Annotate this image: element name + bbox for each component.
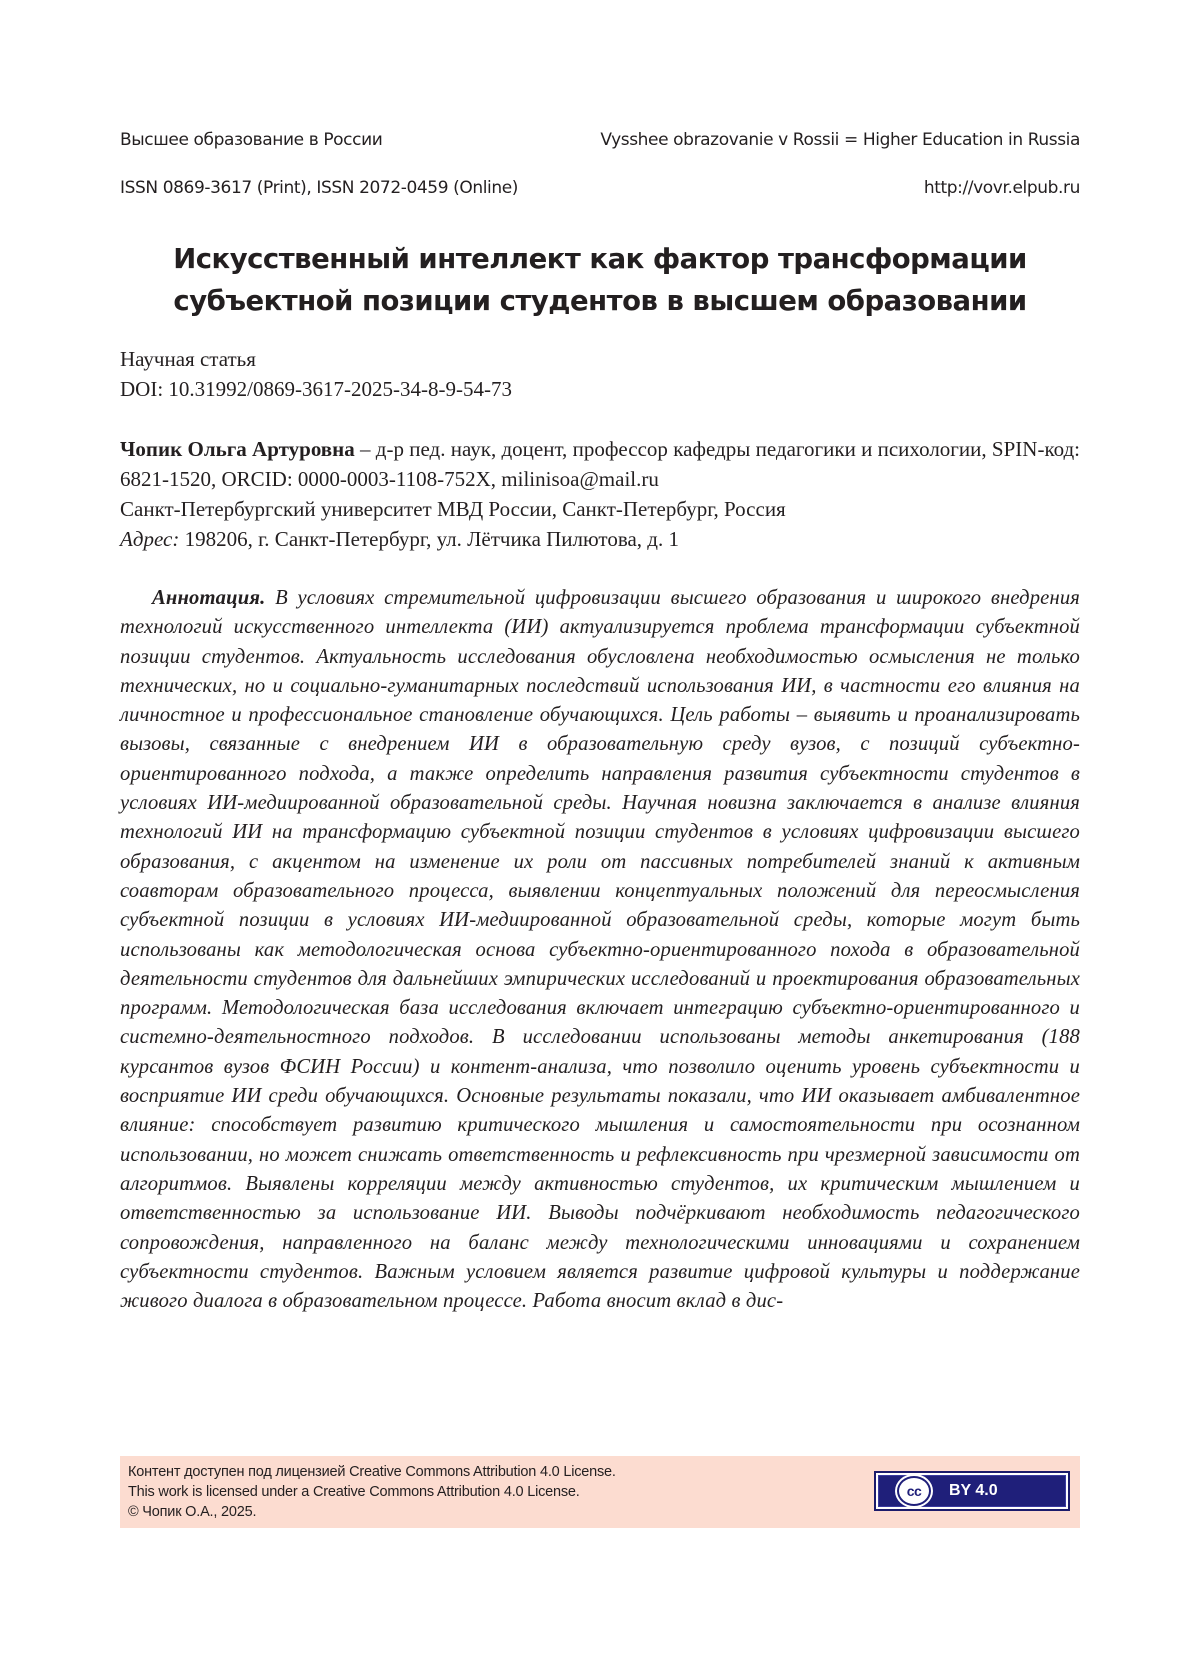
cc-by-badge[interactable] xyxy=(874,1471,1070,1511)
license-line-en: This work is licensed under a Creative Commons Attribution 4.0 License. xyxy=(128,1484,580,1500)
running-header xyxy=(120,130,1080,150)
license-box xyxy=(120,1456,1080,1528)
title-line-2: субъектной позиции студентов в высшем образовании xyxy=(173,285,1027,317)
copyright: © Чопик О.А., 2025. xyxy=(128,1504,257,1520)
title-line-1: Искусственный интеллект как фактор трансформации xyxy=(173,243,1027,275)
address-label: Адрес: xyxy=(120,527,180,551)
doi[interactable]: DOI: 10.31992/0869-3617-2025-34-8-9-54-73 xyxy=(120,377,512,401)
license-text xyxy=(128,1462,616,1522)
author-info xyxy=(120,434,1080,494)
abstract-lead: Аннотация. xyxy=(152,587,266,609)
author-block xyxy=(120,434,1080,554)
issn-row xyxy=(120,178,1080,198)
article-type: Научная статья xyxy=(120,347,256,371)
address xyxy=(120,524,1080,554)
affiliation: Санкт-Петербургский университет МВД России, Санкт-Петербург, Россия xyxy=(120,497,786,521)
creative-commons-icon: cc xyxy=(897,1476,931,1506)
journal-url[interactable]: http://vovr.elpub.ru xyxy=(923,178,1080,198)
address-text: 198206, г. Санкт-Петербург, ул. Лётчика Пилютова, д. 1 xyxy=(179,527,679,551)
author-name: Чопик Ольга Артуровна xyxy=(120,437,355,461)
issn: ISSN 0869-3617 (Print), ISSN 2072-0459 (Online) xyxy=(120,178,519,198)
journal-title-ru: Высшее образование в России xyxy=(120,130,383,150)
journal-title-en: Vysshee obrazovanie v Rossii = Higher Education in Russia xyxy=(600,130,1080,150)
author-details: – д-р пед. наук, доцент, профессор кафедры педагогики и психологии, SPIN-код: 6821-1520, ORCID: 0000-0003-1108-752X, milinisoa@mail.ru xyxy=(120,437,1080,491)
article-title xyxy=(120,238,1080,322)
license-line-ru: Контент доступен под лицензией Creative Commons Attribution 4.0 License. xyxy=(128,1464,616,1480)
cc-badge-inner xyxy=(878,1475,1066,1507)
abstract-text: В условиях стремительной цифровизации высшего образования и широкого внедрения технологий искусственного интеллекта (ИИ) актуализируется проблема трансформации субъектной позиции студентов. Актуальность исследования обусловлена необходимостью осмысления не только технических, но и социально-гуманитарных последствий использования ИИ, в частности его влияния на личностное и профессиональное становление обучающихся. Цель работы – выявить и проанализировать вызовы, связанные с внедрением ИИ в образовательную среду вузов, с позиций субъектно-ориентированного подхода, а также определить направления развития субъектности студентов в условиях ИИ-медиированной образовательной среды. Научная новизна заключается в анализе влияния технологий ИИ на трансформацию субъектной позиции студентов в условиях цифровизации высшего образования, с акцентом на изменение их роли от пассивных потребителей знаний к активным соавторам образовательного процесса, выявлении концептуальных положений для переосмысления субъектной позиции в условиях ИИ-медиированной образовательной среды, которые могут быть использованы как методологическая основа субъектно-ориентированного похода в образовательной деятельности студентов для дальнейших эмпирических исследований и проектирования образовательных программ. Методологическая база исследования включает интеграцию субъектно-ориентированного и системно-деятельностного подходов. В исследовании использованы методы анкетирования (188 курсантов вузов ФСИН России) и контент-анализа, что позволило оценить уровень субъектности и восприятие ИИ среди обучающихся. Основные результаты показали, что ИИ оказывает амбивалентное влияние: способствует развитию критического мышления и самостоятельности при осознанном использовании, но может снижать ответственность и рефлексивность при чрезмерной зависимости от алгоритмов. Выявлены корреляции между активностью студентов, их критическим мышлением и ответственностью за использование ИИ. Выводы подчёркивают необходимость педагогического сопровождения, направленного на баланс между технологическими инновациями и сохранением субъектности студентов. Важным условием является развитие цифровой культуры и поддержание живого диалога в образовательном процессе. Работа вносит вклад в дис- xyxy=(120,587,1080,1313)
cc-badge-label: BY 4.0 xyxy=(949,1482,998,1499)
abstract xyxy=(120,584,1080,1316)
